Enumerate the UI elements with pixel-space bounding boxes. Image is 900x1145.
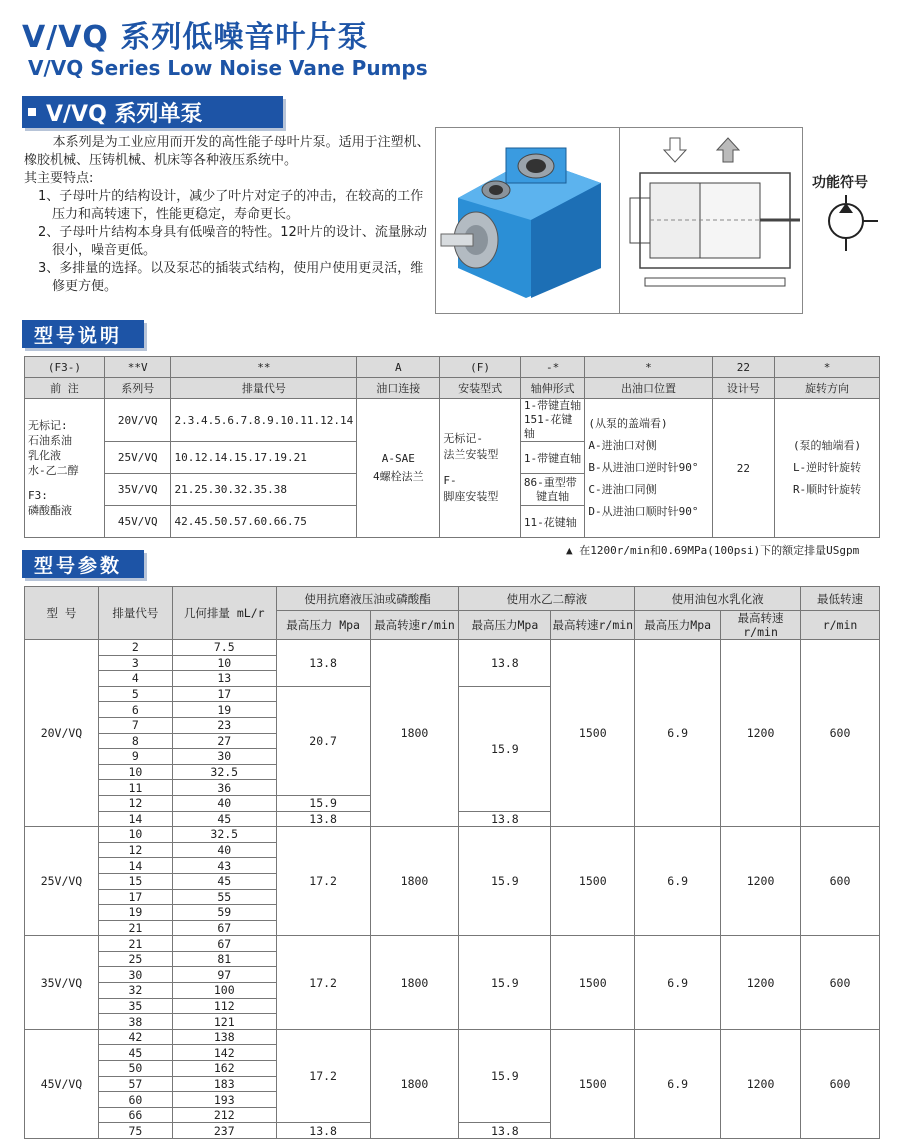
section-title-text: V/VQ 系列单泵 <box>46 101 203 127</box>
name-cell: 出油口位置 <box>585 378 712 399</box>
series-name: 35V/VQ <box>104 474 171 506</box>
shaft-cell: 1-带键直轴 <box>520 442 585 474</box>
function-symbol-label: 功能符号 <box>812 175 868 191</box>
mount-line: F- <box>443 474 457 487</box>
code-cell: 30 <box>98 967 172 983</box>
displacement-cell: 67 <box>172 920 276 936</box>
header-nmax: 最高转速r/min <box>370 611 459 640</box>
header-group-emulsion: 使用油包水乳化液 <box>635 587 801 611</box>
pressure-cell: 13.8 <box>276 811 370 827</box>
intro-paragraph: 本系列是为工业应用而开发的高性能子母叶片泵。适用于注塑机、橡胶机械、压铸机械、机床等各种液压系统中。 <box>24 135 430 168</box>
speed-cell: 1800 <box>370 936 459 1030</box>
displacement-cell: 17 <box>172 686 276 702</box>
displacement-cell: 32.5 <box>172 827 276 843</box>
header-nmax: 最高转速r/min <box>551 611 635 640</box>
shaft-line: 键直轴 <box>536 489 570 503</box>
section-title-model-code <box>22 320 144 348</box>
header-group-glycol: 使用水乙二醇液 <box>459 587 635 611</box>
code-cell: 21 <box>98 936 172 952</box>
displacement-cell: 13 <box>172 671 276 687</box>
prefix-notes <box>25 399 105 538</box>
note-line: 乳化液 <box>28 449 61 462</box>
note-line: 水-乙二醇 <box>28 464 79 477</box>
displacement-cell: 162 <box>172 1061 276 1077</box>
displacement-cell: 59 <box>172 905 276 921</box>
shaft-line: 86-重型带 <box>523 475 577 489</box>
pressure-cell: 6.9 <box>635 827 721 936</box>
outlet-line: A-进油口对侧 <box>588 439 657 452</box>
name-cell: 安装型式 <box>440 378 521 399</box>
series-codes: 21.25.30.32.35.38 <box>171 474 357 506</box>
code-cell: 32 <box>98 983 172 999</box>
code-cell: 7 <box>98 717 172 733</box>
code-cell: 9 <box>98 749 172 765</box>
min-speed-cell: 600 <box>801 827 880 936</box>
code-cell: * <box>775 357 880 378</box>
speed-cell: 1500 <box>551 640 635 827</box>
series-name: 25V/VQ <box>104 442 171 474</box>
speed-cell: 1500 <box>551 827 635 936</box>
model-parameters-table <box>24 586 880 1139</box>
series-name: 45V/VQ <box>104 506 171 538</box>
rotation-line: L-逆时针旋转 <box>792 461 862 474</box>
mount-line: 法兰安装型 <box>443 448 499 461</box>
note-line: F3: <box>28 489 48 502</box>
displacement-cell: 45 <box>172 873 276 889</box>
pump-function-symbol-icon <box>820 195 880 255</box>
code-cell: 25 <box>98 951 172 967</box>
pressure-cell: 13.8 <box>276 640 370 687</box>
series-name: 20V/VQ <box>104 399 171 442</box>
table-row <box>25 827 880 843</box>
displacement-cell: 23 <box>172 717 276 733</box>
rotation-line: R-顺时针旋转 <box>792 483 862 496</box>
intro-features-label: 其主要特点: <box>24 171 94 186</box>
displacement-cell: 121 <box>172 1014 276 1030</box>
series-codes: 2.3.4.5.6.7.8.9.10.11.12.14 <box>171 399 357 442</box>
pressure-cell: 20.7 <box>276 686 370 795</box>
section-title-model-params <box>22 550 144 578</box>
pressure-cell: 13.8 <box>459 1123 551 1139</box>
displacement-cell: 97 <box>172 967 276 983</box>
code-cell: 2 <box>98 640 172 656</box>
code-cell: **V <box>104 357 171 378</box>
table-row <box>25 936 880 952</box>
speed-cell: 1800 <box>370 640 459 827</box>
shaft-cell <box>520 474 585 506</box>
feature-item: 1、子母叶片的结构设计，减少了叶片对定子的冲击，在较高的工作压力和高转速下，性能更稳定，寿命更长。 <box>38 189 424 222</box>
code-cell: 75 <box>98 1123 172 1139</box>
header-model: 型 号 <box>25 587 99 640</box>
header-row <box>25 587 880 611</box>
shaft-line: 151-花键轴 <box>523 413 573 440</box>
code-cell: 5 <box>98 686 172 702</box>
note-line: 石油系油 <box>28 434 72 447</box>
rotation-cell <box>775 399 880 538</box>
rotation-line: (泵的轴端看) <box>792 439 862 452</box>
section-title-text: 型号说明 <box>34 324 123 347</box>
speed-cell: 1500 <box>551 936 635 1030</box>
mount-line: 无标记- <box>443 432 483 445</box>
displacement-cell: 43 <box>172 858 276 874</box>
pressure-cell: 17.2 <box>276 827 370 936</box>
speed-cell: 1800 <box>370 1029 459 1138</box>
port-cell <box>357 399 440 538</box>
pressure-cell: 13.8 <box>276 1123 370 1139</box>
table-row <box>25 1029 880 1045</box>
section-drawing <box>619 127 803 314</box>
feature-item: 3、多排量的选择。以及泵芯的插装式结构，使用户使用更灵活，维修更方便。 <box>38 261 424 294</box>
code-cell: 38 <box>98 1014 172 1030</box>
intro-text <box>24 134 434 296</box>
name-cell: 系列号 <box>104 378 171 399</box>
displacement-cell: 55 <box>172 889 276 905</box>
header-nmax: 最高转速r/min <box>721 611 801 640</box>
series-codes: 10.12.14.15.17.19.21 <box>171 442 357 474</box>
code-cell: 12 <box>98 842 172 858</box>
section-title-text: 型号参数 <box>34 554 123 577</box>
displacement-cell: 67 <box>172 936 276 952</box>
min-speed-cell: 600 <box>801 936 880 1030</box>
shaft-cell: 11-花键轴 <box>520 506 585 538</box>
code-cell: 57 <box>98 1076 172 1092</box>
code-cell: A <box>357 357 440 378</box>
code-cell: 10 <box>98 764 172 780</box>
speed-cell: 1200 <box>721 1029 801 1138</box>
model-cell: 35V/VQ <box>25 936 99 1030</box>
pressure-cell: 13.8 <box>459 640 551 687</box>
displacement-cell: 193 <box>172 1092 276 1108</box>
code-cell: 60 <box>98 1092 172 1108</box>
code-cell: (F) <box>440 357 521 378</box>
displacement-cell: 112 <box>172 998 276 1014</box>
code-cell: (F3-) <box>25 357 105 378</box>
port-line: A-SAE <box>381 452 415 465</box>
displacement-cell: 40 <box>172 842 276 858</box>
code-cell: 3 <box>98 655 172 671</box>
code-cell: 15 <box>98 873 172 889</box>
pressure-cell: 15.9 <box>459 1029 551 1123</box>
name-cell: 旋转方向 <box>775 378 880 399</box>
pressure-cell: 6.9 <box>635 936 721 1030</box>
pressure-cell: 6.9 <box>635 1029 721 1138</box>
header-displacement: 几何排量 mL/r <box>172 587 276 640</box>
section-title-single-pump <box>22 96 283 128</box>
detail-row <box>25 399 880 442</box>
displacement-cell: 7.5 <box>172 640 276 656</box>
name-cell: 油口连接 <box>357 378 440 399</box>
code-cell: 45 <box>98 1045 172 1061</box>
displacement-cell: 27 <box>172 733 276 749</box>
rated-displacement-note: ▲ 在1200r/min和0.69MPa(100psi)下的额定排量USgpm <box>566 544 860 557</box>
displacement-cell: 138 <box>172 1029 276 1045</box>
pump-photo <box>435 127 621 314</box>
code-cell: 22 <box>712 357 775 378</box>
displacement-cell: 212 <box>172 1107 276 1123</box>
name-cell: 排量代号 <box>171 378 357 399</box>
code-row <box>25 357 880 378</box>
displacement-cell: 81 <box>172 951 276 967</box>
pressure-cell: 17.2 <box>276 936 370 1030</box>
outlet-line: D-从进油口顺时针90° <box>588 505 699 518</box>
name-cell: 前 注 <box>25 378 105 399</box>
pump-image-icon <box>436 128 620 313</box>
pressure-cell: 17.2 <box>276 1029 370 1123</box>
code-cell: 35 <box>98 998 172 1014</box>
mount-cell <box>440 399 521 538</box>
model-cell: 45V/VQ <box>25 1029 99 1138</box>
pressure-cell: 15.9 <box>459 827 551 936</box>
code-cell: 50 <box>98 1061 172 1077</box>
speed-cell: 1200 <box>721 827 801 936</box>
model-cell: 25V/VQ <box>25 827 99 936</box>
pressure-cell: 15.9 <box>459 936 551 1030</box>
displacement-cell: 36 <box>172 780 276 796</box>
code-cell: -* <box>520 357 585 378</box>
name-row <box>25 378 880 399</box>
speed-cell: 1200 <box>721 640 801 827</box>
code-cell: 17 <box>98 889 172 905</box>
code-cell: 8 <box>98 733 172 749</box>
speed-cell: 1200 <box>721 936 801 1030</box>
code-cell: 6 <box>98 702 172 718</box>
name-cell: 轴伸形式 <box>520 378 585 399</box>
displacement-cell: 19 <box>172 702 276 718</box>
bullet-icon <box>28 108 36 116</box>
mount-line: 脚座安装型 <box>443 490 499 503</box>
displacement-cell: 100 <box>172 983 276 999</box>
port-line: 4螺栓法兰 <box>372 470 424 483</box>
displacement-cell: 40 <box>172 795 276 811</box>
displacement-cell: 10 <box>172 655 276 671</box>
outlet-cell <box>585 399 712 538</box>
outlet-line: C-进油口同侧 <box>588 483 657 496</box>
pressure-cell: 15.9 <box>459 686 551 811</box>
pressure-cell: 15.9 <box>276 795 370 811</box>
model-cell: 20V/VQ <box>25 640 99 827</box>
header-pmax: 最高压力Mpa <box>635 611 721 640</box>
header-group-antiwear: 使用抗磨液压油或磷酸酯 <box>276 587 459 611</box>
displacement-cell: 237 <box>172 1123 276 1139</box>
header-group-min-speed: 最低转速 <box>801 587 880 611</box>
shaft-line: 1-带键直轴 <box>523 399 582 412</box>
cross-section-icon <box>620 128 802 313</box>
displacement-cell: 183 <box>172 1076 276 1092</box>
outlet-line: B-从进油口逆时针90° <box>588 461 699 474</box>
min-speed-cell: 600 <box>801 640 880 827</box>
code-cell: ** <box>171 357 357 378</box>
pressure-cell: 6.9 <box>635 640 721 827</box>
outlet-line: (从泵的盖端看) <box>588 417 668 430</box>
displacement-cell: 45 <box>172 811 276 827</box>
header-code: 排量代号 <box>98 587 172 640</box>
code-cell: 14 <box>98 858 172 874</box>
header-pmax: 最高压力Mpa <box>459 611 551 640</box>
name-cell: 设计号 <box>712 378 775 399</box>
note-line: 磷酸酯液 <box>28 504 72 517</box>
code-cell: 12 <box>98 795 172 811</box>
feature-item: 2、子母叶片结构本身具有低噪音的特性。12叶片的设计、流量脉动很小，噪音更低。 <box>38 225 427 258</box>
code-cell: 42 <box>98 1029 172 1045</box>
table-row <box>25 640 880 656</box>
series-codes: 42.45.50.57.60.66.75 <box>171 506 357 538</box>
design-cell: 22 <box>712 399 775 538</box>
code-cell: * <box>585 357 712 378</box>
speed-cell: 1800 <box>370 827 459 936</box>
page-title: V/VQ 系列低噪音叶片泵 <box>22 20 369 55</box>
displacement-cell: 30 <box>172 749 276 765</box>
code-cell: 21 <box>98 920 172 936</box>
min-speed-cell: 600 <box>801 1029 880 1138</box>
speed-cell: 1500 <box>551 1029 635 1138</box>
displacement-cell: 142 <box>172 1045 276 1061</box>
header-pmax: 最高压力 Mpa <box>276 611 370 640</box>
code-cell: 11 <box>98 780 172 796</box>
shaft-cell <box>520 399 585 442</box>
code-cell: 19 <box>98 905 172 921</box>
model-code-table <box>24 356 880 538</box>
note-line: 无标记: <box>28 419 68 432</box>
code-cell: 14 <box>98 811 172 827</box>
code-cell: 4 <box>98 671 172 687</box>
code-cell: 66 <box>98 1107 172 1123</box>
pressure-cell: 13.8 <box>459 811 551 827</box>
page-subtitle: V/VQ Series Low Noise Vane Pumps <box>28 56 428 80</box>
code-cell: 10 <box>98 827 172 843</box>
header-nmin: r/min <box>801 611 880 640</box>
displacement-cell: 32.5 <box>172 764 276 780</box>
